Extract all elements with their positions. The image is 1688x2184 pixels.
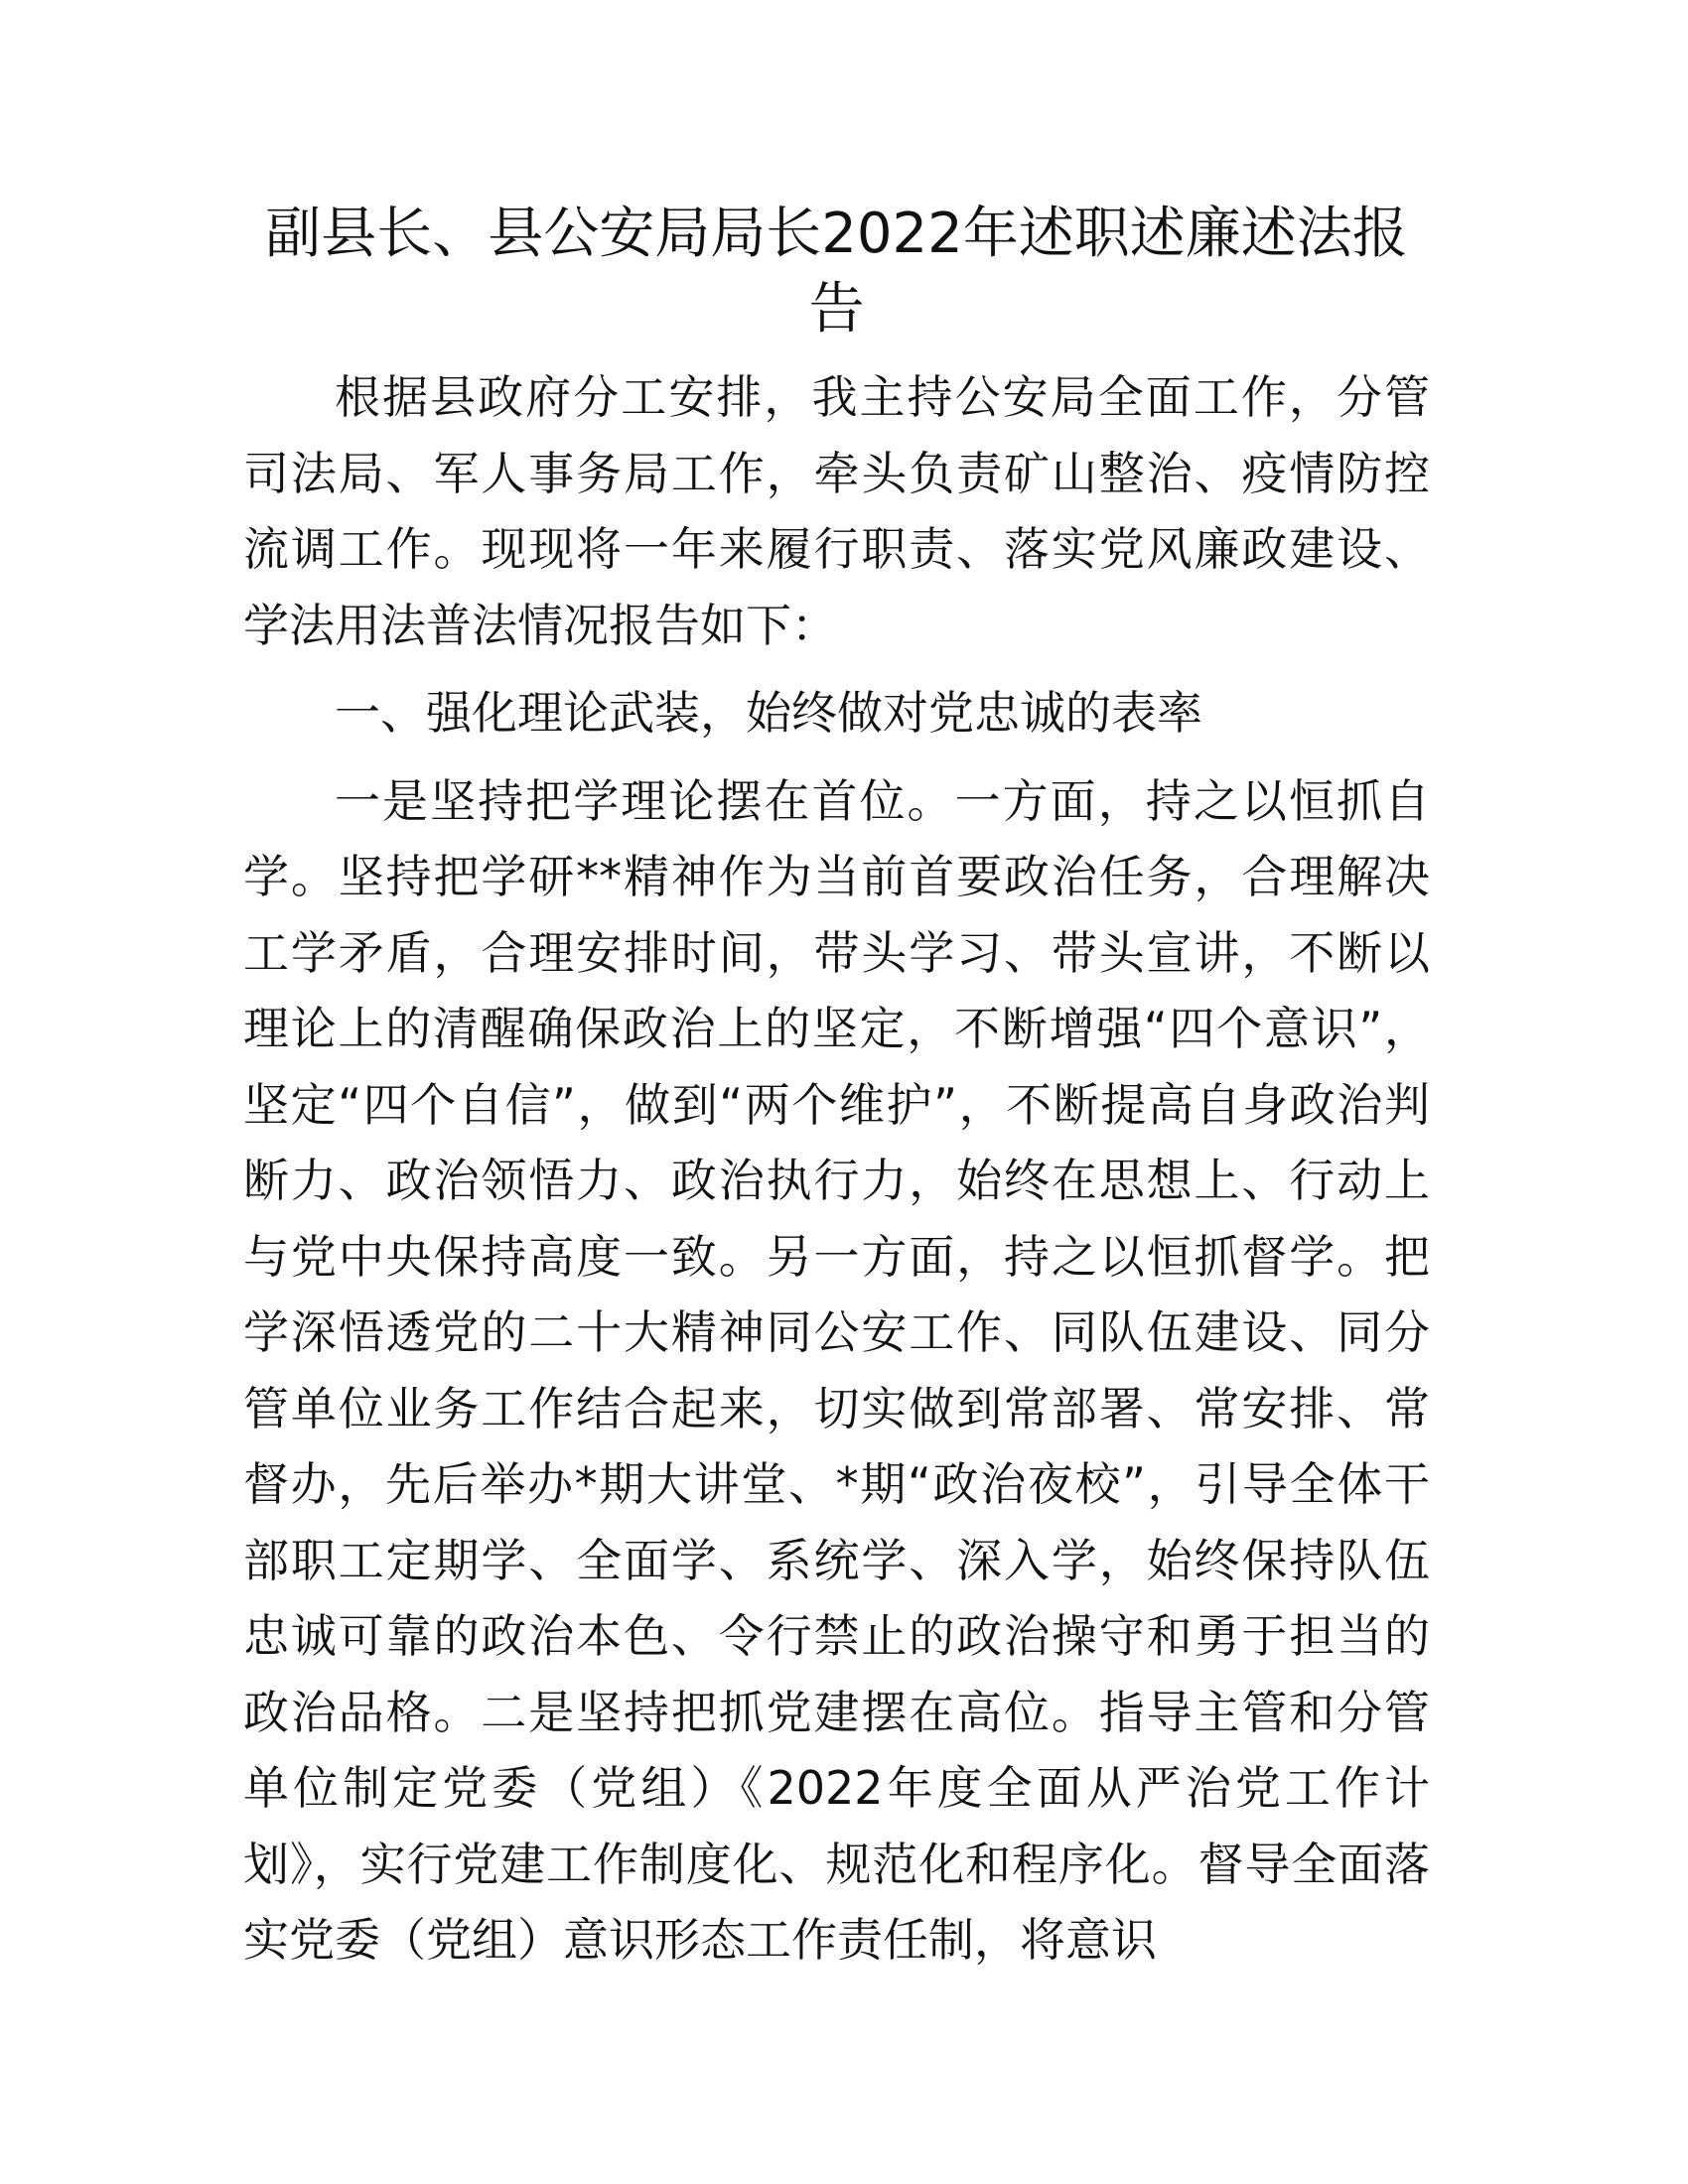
title-block <box>243 197 1430 347</box>
section-paragraph: 一是坚持把学理论摆在首位。一方面，持之以恒抓自学。坚持把学研**精神作为当前首要政治任务，合理解决工学矛盾，合理安排时间，带头学习、带头宣讲，不断以理论上的清醒确保政治上的坚定，不断增强“四个意识”，坚定“四个自信”，做到“两个维护”，不断提高自身政治判断力、政治领悟力、政治执行力，始终在思想上、行动上与党中央保持高度一致。另一方面，持之以恒抓督学。把学深悟透党的二十大精神同公安工作、同队伍建设、同分管单位业务工作结合起来，切实做到常部署、常安排、常督办，先后举办*期大讲堂、*期“政治夜校”，引导全体干部职工定期学、全面学、系统学、深入学，始终保持队伍忠诚可靠的政治本色、令行禁止的政治操守和勇于担当的政治品格。二是坚持把抓党建摆在高位。指导主管和分管单位制定党委（党组）《2022年度全面从严治党工作计划》，实行党建工作制度化、规范化和程序化。督导全面落实党委（党组）意识形态工作责任制，将意识 <box>243 773 1430 1967</box>
document-body <box>243 197 1430 1979</box>
section-heading: 一、强化理论武装，始终做对党忠诚的表率 <box>335 686 1202 740</box>
document-title: 副县长、县公安局局长2022年述职述廉述法报告 <box>265 202 1408 341</box>
intro-paragraph: 根据县政府分工安排，我主持公安局全面工作，分管司法局、军人事务局工作，牵头负责矿山整治、疫情防控流调工作。现现将一年来履行职责、落实党风廉政建设、学法用法普法情况报告如下： <box>243 370 1430 652</box>
